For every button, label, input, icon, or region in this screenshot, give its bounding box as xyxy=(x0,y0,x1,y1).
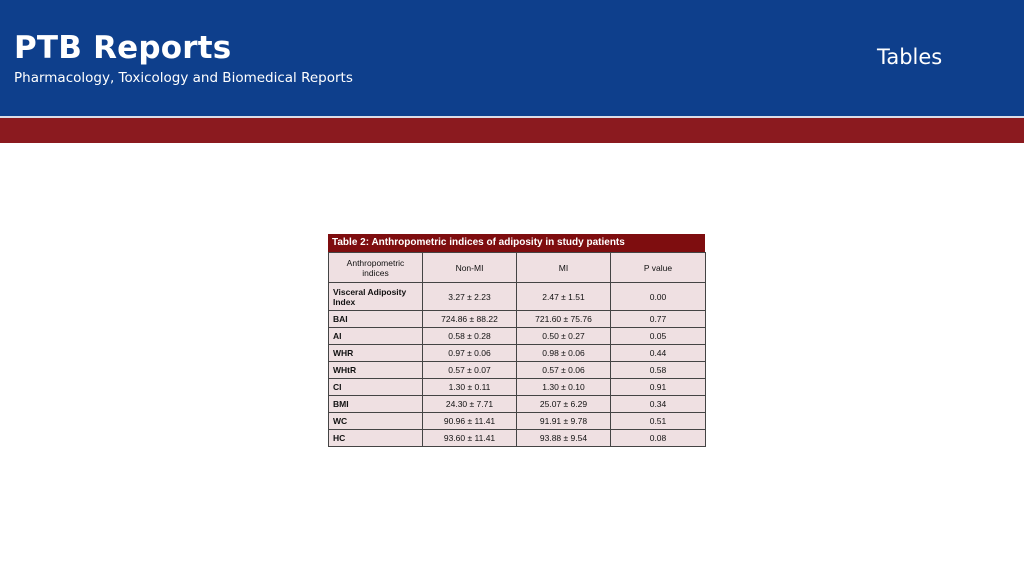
non-mi-value: 24.30 ± 7.71 xyxy=(423,396,517,413)
data-table xyxy=(328,252,706,447)
column-header: MI xyxy=(517,253,611,283)
row-label: Visceral Adiposity Index xyxy=(329,283,423,311)
column-header: Non-MI xyxy=(423,253,517,283)
mi-value: 0.50 ± 0.27 xyxy=(517,328,611,345)
row-label: AI xyxy=(329,328,423,345)
table-row xyxy=(329,430,706,447)
non-mi-value: 724.86 ± 88.22 xyxy=(423,311,517,328)
table-header-row xyxy=(329,253,706,283)
section-title: Tables xyxy=(877,45,943,69)
table-figure xyxy=(328,234,705,447)
table-row xyxy=(329,396,706,413)
table-row xyxy=(329,328,706,345)
row-label: WHR xyxy=(329,345,423,362)
column-header: P value xyxy=(611,253,706,283)
p-value: 0.34 xyxy=(611,396,706,413)
brand-subtitle: Pharmacology, Toxicology and Biomedical Reports xyxy=(14,70,353,86)
brand-title[interactable]: PTB Reports xyxy=(14,30,232,66)
table-row xyxy=(329,413,706,430)
accent-band xyxy=(0,118,1024,143)
non-mi-value: 1.30 ± 0.11 xyxy=(423,379,517,396)
row-label: BAI xyxy=(329,311,423,328)
non-mi-value: 0.97 ± 0.06 xyxy=(423,345,517,362)
non-mi-value: 93.60 ± 11.41 xyxy=(423,430,517,447)
non-mi-value: 0.57 ± 0.07 xyxy=(423,362,517,379)
row-label: BMI xyxy=(329,396,423,413)
p-value: 0.05 xyxy=(611,328,706,345)
non-mi-value: 90.96 ± 11.41 xyxy=(423,413,517,430)
table-row xyxy=(329,311,706,328)
mi-value: 25.07 ± 6.29 xyxy=(517,396,611,413)
mi-value: 2.47 ± 1.51 xyxy=(517,283,611,311)
row-label: WC xyxy=(329,413,423,430)
table-row xyxy=(329,362,706,379)
row-label: CI xyxy=(329,379,423,396)
p-value: 0.44 xyxy=(611,345,706,362)
mi-value: 721.60 ± 75.76 xyxy=(517,311,611,328)
mi-value: 1.30 ± 0.10 xyxy=(517,379,611,396)
site-header xyxy=(0,0,1024,116)
p-value: 0.08 xyxy=(611,430,706,447)
row-label: HC xyxy=(329,430,423,447)
p-value: 0.51 xyxy=(611,413,706,430)
table-row xyxy=(329,379,706,396)
mi-value: 93.88 ± 9.54 xyxy=(517,430,611,447)
p-value: 0.00 xyxy=(611,283,706,311)
non-mi-value: 3.27 ± 2.23 xyxy=(423,283,517,311)
p-value: 0.77 xyxy=(611,311,706,328)
table-row xyxy=(329,283,706,311)
row-label: WHtR xyxy=(329,362,423,379)
table-row xyxy=(329,345,706,362)
table-caption: Table 2: Anthropometric indices of adiposity in study patients xyxy=(328,234,705,252)
column-header: Anthropometric indices xyxy=(329,253,423,283)
p-value: 0.91 xyxy=(611,379,706,396)
mi-value: 91.91 ± 9.78 xyxy=(517,413,611,430)
mi-value: 0.57 ± 0.06 xyxy=(517,362,611,379)
non-mi-value: 0.58 ± 0.28 xyxy=(423,328,517,345)
mi-value: 0.98 ± 0.06 xyxy=(517,345,611,362)
p-value: 0.58 xyxy=(611,362,706,379)
